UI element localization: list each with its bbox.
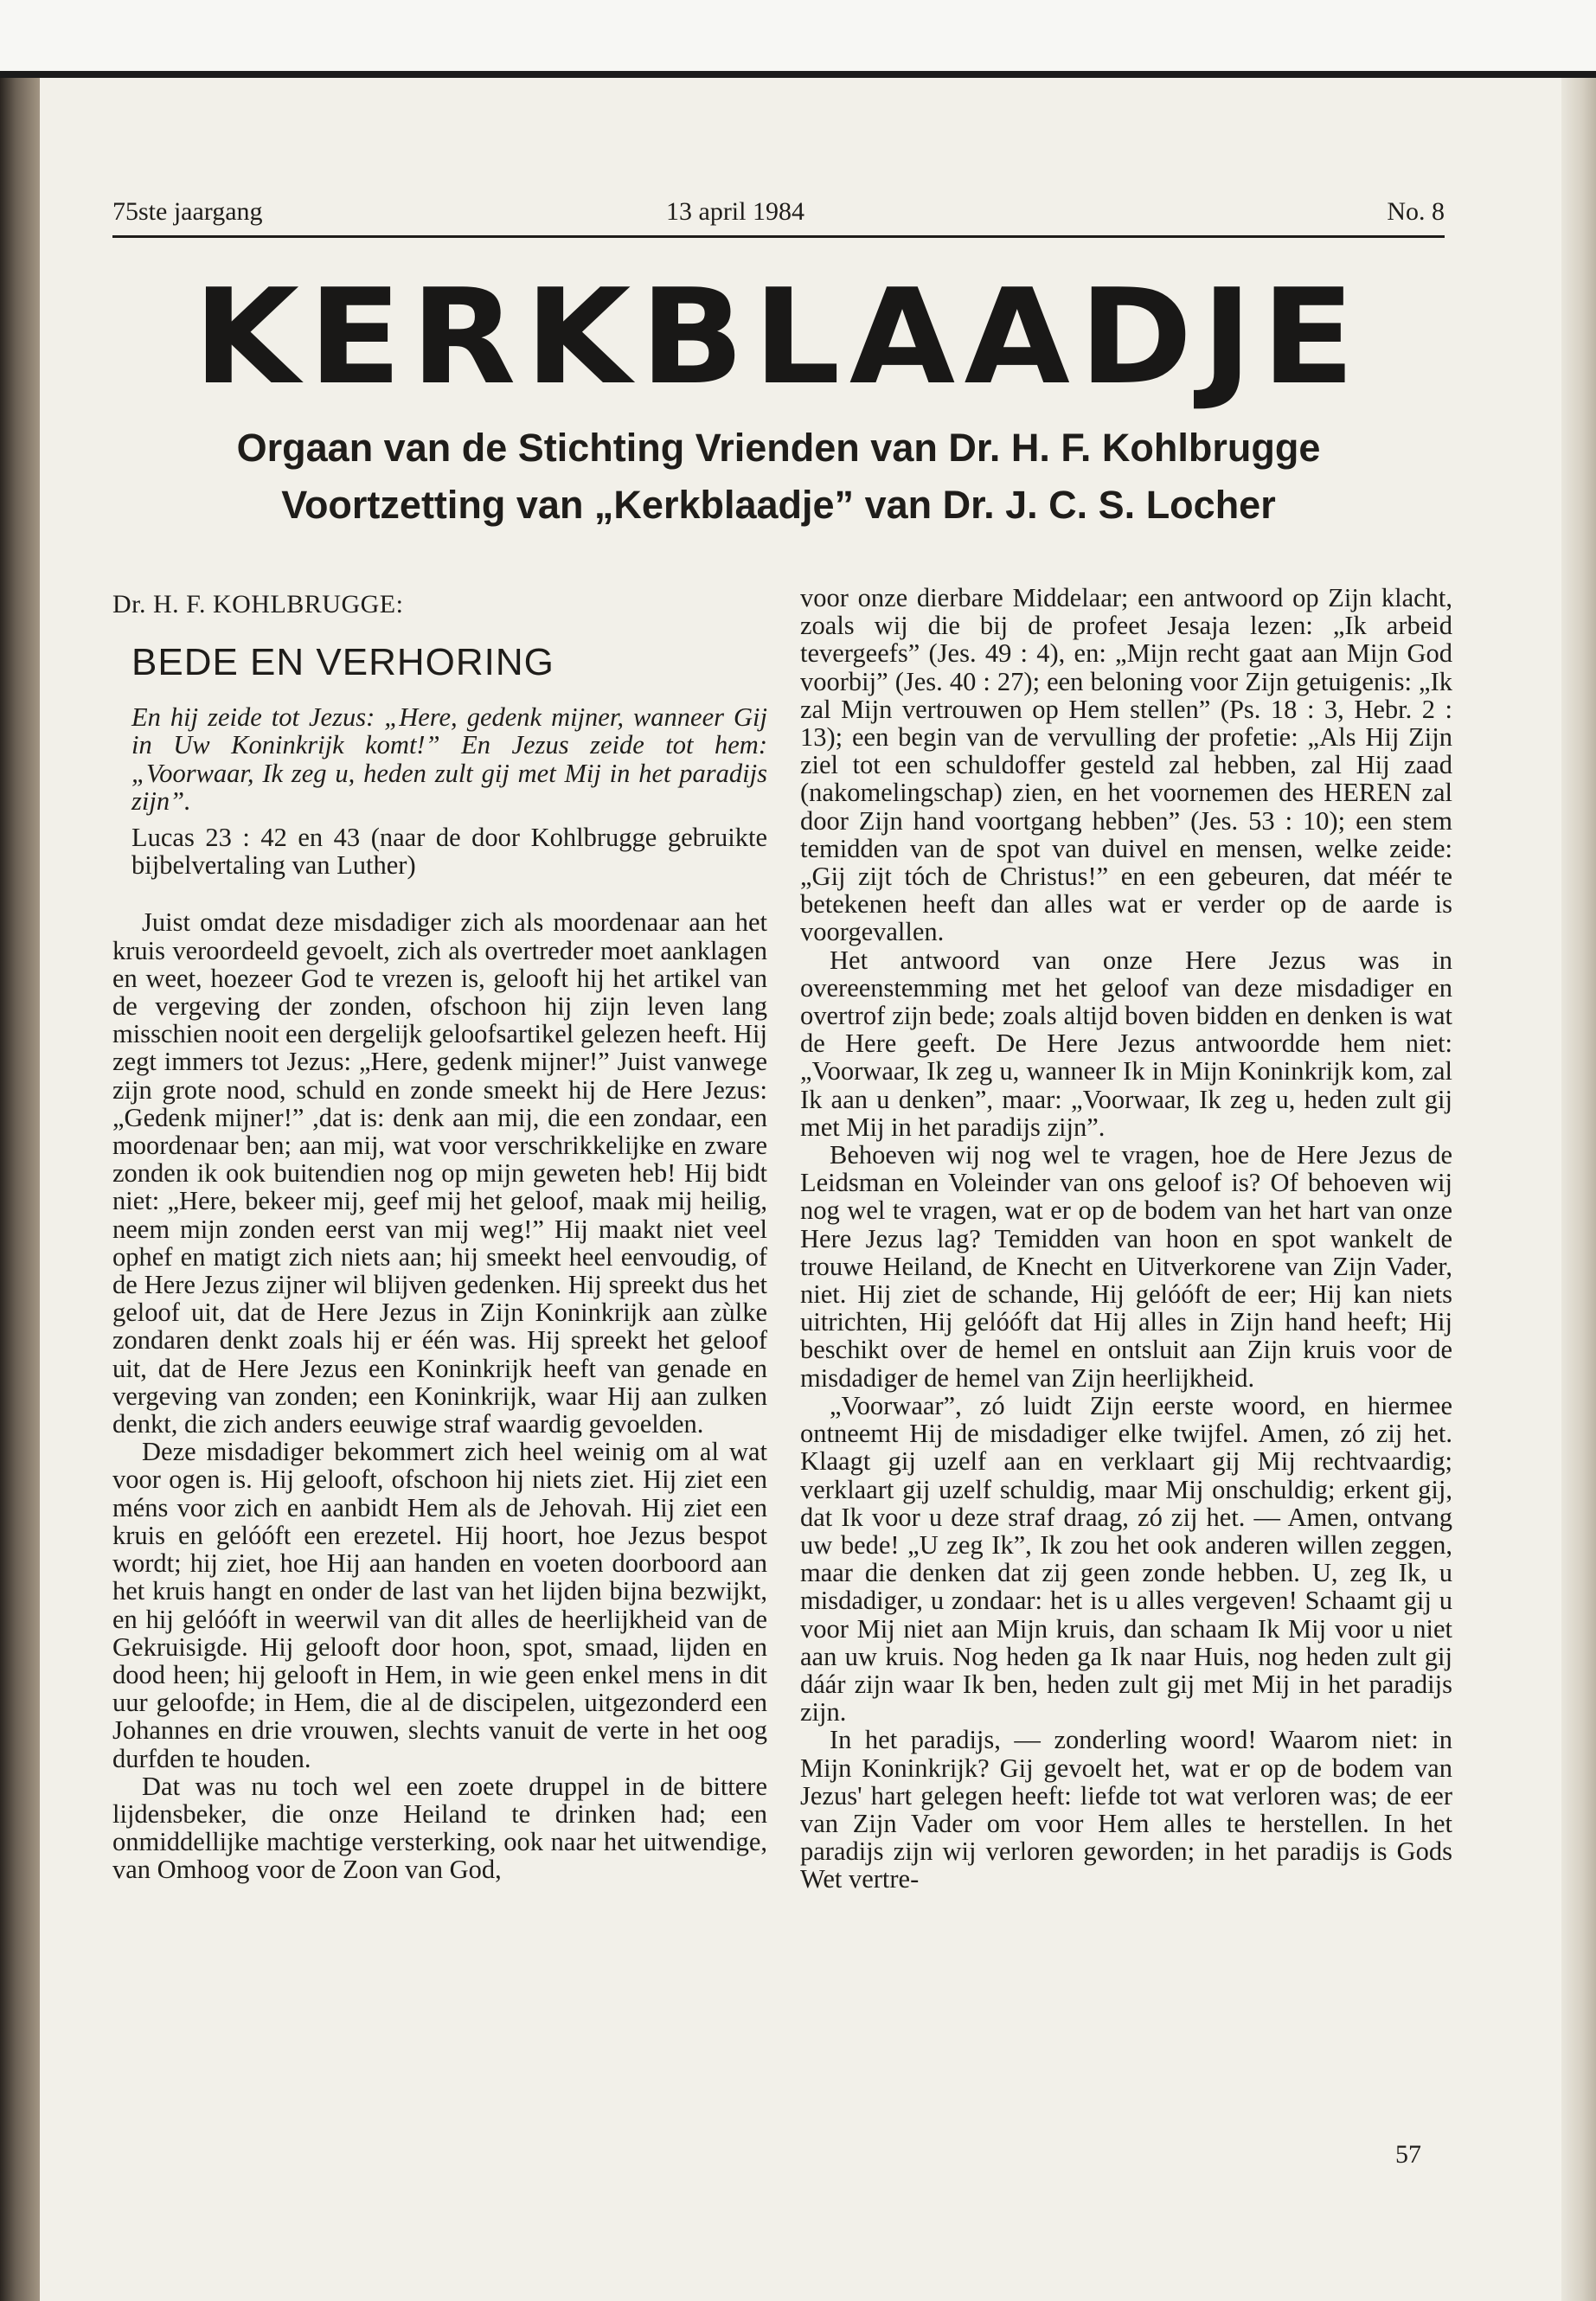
paragraph: Juist omdat deze misdadiger zich als moordenaar aan het kruis veroordeeld gevoelt, zich als overtreder moet aanklagen en weet, hoezeer God te vrezen is, gelooft hij het artikel van de vergeving der zonden, ofschoon hij zijn leven lang misschien nooit een dergelijk geloofsartikel gelezen heeft. Hij zegt immers tot Jezus: „Here, gedenk mijner!” Juist vanwege zijn grote nood, schuld en zonde smeekt hij de Here Jezus: „Gedenk mijner!” ,dat is: denk aan mij, die een zondaar, een moordenaar ben; aan mij, wat voor verschrikkelijke en zware zonden ik ook buitendien nog op mijn geweten heb! Hij bidt niet: „Here, bekeer mij, geef mij het geloof, maak mij heilig, neem mijn zonden eerst van mij weg!” Hij maakt niet veel ophef en matigt zich niets aan; hij smeekt heel eenvoudig, of de Here Jezus zijner wil blijven gedenken. Hij spreekt dus het geloof uit, dat de Here Jezus in Zijn Koninkrijk aan zùlke zondaren denkt zoals hij er één was. Hij spreekt het geloof uit, dat de Here Jezus een Koninkrijk heeft van genade en vergeving van zonden; een Koninkrijk, waar Hij aan zulken denkt, die zich anders eeuwige straf waardig gevoelden. xyxy=(112,907,767,1439)
article-column-right xyxy=(800,584,1452,1894)
subtitle-organ: Orgaan van de Stichting Vrienden van Dr. H. F. Kohlbrugge xyxy=(236,426,1321,470)
paragraph: Behoeven wij nog wel te vragen, hoe de Here Jezus de Leidsman en Voleinder van ons geloof is? Of behoeven wij nog wel te vragen, wat er op de bodem van het hart van onze Here Jezus lag? Temidden van hoon en spot wankelt de trouwe Heiland, de Knecht en Uitverkorene van Zijn Vader, niet. Hij ziet de schande, Hij gelóóft de eer; Hij kan niets uitrichten, Hij gelóóft dat Hij alles in Zijn hand heeft; Hij beschikt over de hemel en ontsluit aan Zijn kruis voor de misdadiger de hemel van Zijn heerlijkheid. xyxy=(800,1140,1452,1393)
masthead-title: KERKBLAADJE xyxy=(193,260,1364,413)
scan-binding-edge xyxy=(0,71,1596,78)
header-divider xyxy=(112,235,1445,238)
paragraph: Het antwoord van onze Here Jezus was in overeenstemming met het geloof van deze misdadiger en overtrof zijn bede; zoals altijd boven bidden en denken is wat de Here geeft. De Here Jezus antwoordde hem niet: „Voorwaar, Ik zeg u, wanneer Ik in Mijn Koninkrijk kom, zal Ik aan u denken”, maar: „Voorwaar, Ik zeg u, heden zult gij met Mij in het paradijs zijn”. xyxy=(800,945,1452,1142)
scripture-source: Lucas 23 : 42 en 43 (naar de door Kohlbrugge gebruikte bijbelvertaling van Luther) xyxy=(131,823,767,881)
article-column-left xyxy=(112,584,767,1884)
scan-left-spine xyxy=(0,78,40,2301)
paragraph: In het paradijs, — zonderling woord! Waarom niet: in Mijn Koninkrijk? Gij gevoelt het, wat er op de bodem van Jezus' hart gelegen heeft: liefde tot wat verloren was; de eer van Zijn Vader om voor Hem alles te herstellen. In het paradijs zijn wij verloren geworden; in het paradijs is Gods Wet vertre- xyxy=(800,1725,1452,1894)
scripture-quote: En hij zeide tot Jezus: „Here, gedenk mijner, wanneer Gij in Uw Koninkrijk komt!” En Jezus zeide tot hem: „Voorwaar, Ik zeg u, heden zult gij met Mij in het paradijs zijn”. xyxy=(131,702,767,816)
page-number: 57 xyxy=(1395,2140,1421,2169)
issue-date: 13 april 1984 xyxy=(666,197,804,226)
issue-number: No. 8 xyxy=(1387,197,1445,226)
article-author: Dr. H. F. KOHLBRUGGE: xyxy=(112,590,404,619)
article-title: BEDE EN VERHORING xyxy=(131,641,554,684)
volume-label: 75ste jaargang xyxy=(112,197,263,226)
issue-header xyxy=(112,197,1445,240)
subtitle-continuation: Voortzetting van „Kerkblaadje” van Dr. J. C. S. Locher xyxy=(281,483,1276,527)
paragraph: „Voorwaar”, zó luidt Zijn eerste woord, en hiermee ontneemt Hij de misdadiger elke twijfel. Amen, zó zij het. Klaagt gij uzelf aan en verklaart gij Mij rechtvaardig; verklaart gij uzelf schuldig, maar Mij onschuldig; erkent gij, dat Ik voor u deze straf draag, zó zij het. — Amen, ontvang uw bede! „U zeg Ik”, Ik zou het ook anderen willen zeggen, maar die denken dat zij geen zonde hebben. U, zeg Ik, u misdadiger, u zondaar: het is u alles vergeven! Schaamt gij u voor Mij niet aan Mijn kruis, dan schaam Ik Mij voor u niet aan uw kruis. Nog heden ga Ik naar Huis, nog heden zult gij dáár zijn waar Ik ben, heden zult gij met Mij in het paradijs zijn. xyxy=(800,1390,1452,1727)
scan-top-margin xyxy=(0,0,1596,71)
paragraph: Dat was nu toch wel een zoete druppel in de bittere lijdensbeker, die onze Heiland te drinken had; een onmiddellijke machtige versterking, ook naar het uitwendige, van Omhoog voor de Zoon van God, xyxy=(112,1771,767,1885)
scan-right-edge xyxy=(1561,78,1596,2301)
paragraph: voor onze dierbare Middelaar; een antwoord op Zijn klacht, zoals wij die bij de profeet Jesaja lezen: „Ik arbeid tevergeefs” (Jes. 49 : 4), en: „Mijn recht gaat aan Mijn God voorbij” (Jes. 40 : 27); een beloning voor Zijn getuigenis: „Ik zal Mijn vertrouwen op Hem stellen” (Ps. 18 : 3, Hebr. 2 : 13); een begin van de vervulling der profetie: „Als Hij Zijn ziel tot een schuldoffer gesteld zal hebben, zal Hij zaad (nakomelingschap) zien, en het voornemen des HEREN zal door Zijn hand voortgang hebben” (Jes. 53 : 10); een stem temidden van de spot van duivel en mensen, welke zeide: „Gij zijt tóch de Christus!” en een gebeuren, dat méér te betekenen heeft dan alles wat er verder op de aarde is voorgevallen. xyxy=(800,583,1452,947)
paragraph: Deze misdadiger bekommert zich heel weinig om al wat voor ogen is. Hij gelooft, ofschoon hij niets ziet. Hij ziet een méns voor zich en aanbidt Hem als de Jehovah. Hij ziet een kruis en gelóóft een erezetel. Hij hoort, hoe Jezus bespot wordt; hij ziet, hoe Hij aan handen en voeten doorboord aan het kruis hangt en onder de last van het lijden bijna bezwijkt, en hij gelóóft in weerwil van dit alles de heerlijkheid van de Gekruisigde. Hij gelooft door hoon, spot, smaad, lijden en dood heen; hij gelooft in Hem, in wie geen enkel mens in dit uur geloofde; in Hem, die al de discipelen, uitgezonderd een Johannes en drie vrouwen, slechts vanuit de verte in het oog durfden te houden. xyxy=(112,1437,767,1773)
